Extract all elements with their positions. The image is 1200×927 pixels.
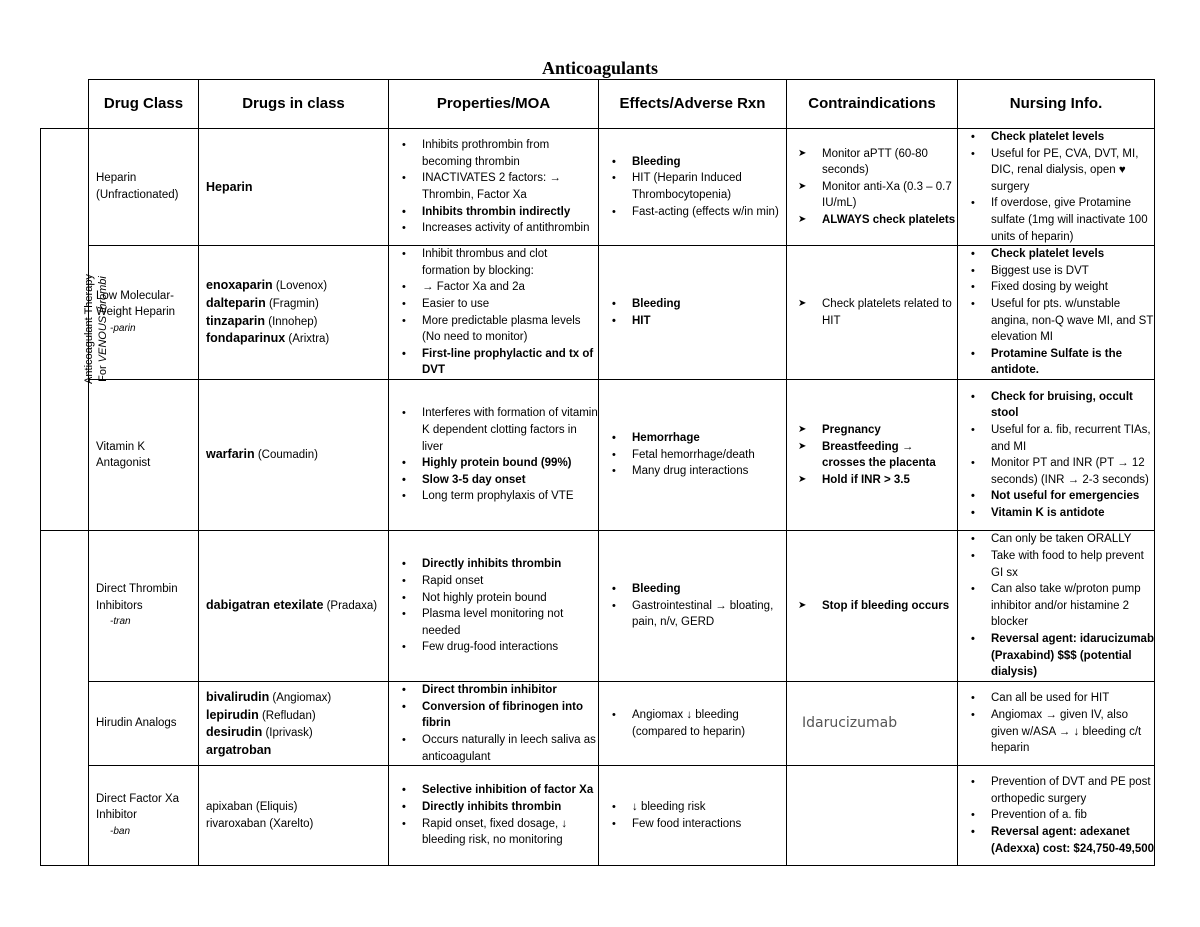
- anticoagulants-table: [40, 79, 1155, 866]
- list-item: • Reversal agent: adexanet (Adexxa) cost: $24,750-49,500: [965, 824, 1154, 857]
- drug-class-cell: [89, 129, 199, 246]
- drug-suffix: -tran: [110, 616, 131, 628]
- effects-cell: [599, 246, 787, 380]
- drug-class-name: Hirudin Analogs: [96, 717, 177, 730]
- list-item: • Occurs naturally in leech saliva as anticoagulant: [396, 732, 598, 765]
- table-row: [41, 246, 1155, 380]
- drug-suffix: -parin: [110, 322, 136, 334]
- list-item: • First-line prophylactic and tx of DVT: [396, 346, 598, 379]
- list-item: • Useful for pts. w/unstable angina, non-Q wave MI, and ST elevation MI: [965, 296, 1154, 346]
- list-item: • Angiomax → given IV, also given w/ASA → ↓ bleeding c/t heparin: [965, 707, 1154, 757]
- list-item: • HIT: [606, 313, 786, 330]
- drug-class-name: Direct Factor Xa Inhibitor: [96, 792, 180, 822]
- group-label-second: [41, 531, 89, 866]
- group-label-venous: [41, 129, 109, 531]
- list-item: • INACTIVATES 2 factors: → Thrombin, Factor Xa: [396, 170, 598, 203]
- header-properties: Properties/MOA: [389, 80, 599, 129]
- list-item: • Rapid onset: [396, 573, 598, 590]
- drug-suffix: -ban: [110, 825, 131, 837]
- contraindications-cell: [787, 129, 958, 246]
- contraindication-note: Idarucizumab: [802, 714, 898, 731]
- list-item: • Easier to use: [396, 296, 598, 313]
- effects-cell: [599, 682, 787, 766]
- table-row: [41, 682, 1155, 766]
- list-item: • Check for bruising, occult stool: [965, 389, 1154, 422]
- group-label-line1: Anticoagulant Therapy: [82, 273, 95, 384]
- header-drug-class: Drug Class: [89, 80, 199, 129]
- list-item: • → Factor Xa and 2a: [396, 279, 598, 296]
- group-label-line2-emphasis: VENOUS thrombi: [96, 275, 109, 363]
- drug-generic: tinzaparin: [206, 313, 266, 328]
- list-item: • Inhibits thrombin indirectly: [396, 204, 598, 221]
- drug-class-cell: [89, 766, 199, 866]
- list-item: • Selective inhibition of factor Xa: [396, 782, 598, 799]
- list-item: • HIT (Heparin Induced Thrombocytopenia): [606, 170, 786, 203]
- list-item: • Direct thrombin inhibitor: [396, 682, 598, 699]
- drug-class-name: Direct Thrombin Inhibitors: [96, 583, 178, 612]
- list-item: • Can also take w/proton pump inhibitor and/or histamine 2 blocker: [965, 581, 1154, 631]
- list-item: ➤ ALWAYS check platelets: [794, 212, 957, 229]
- contraindications-cell: [787, 531, 958, 682]
- drug-generic: dabigatran etexilate: [206, 598, 324, 613]
- list-item: • More predictable plasma levels (No need to monitor): [396, 313, 598, 346]
- drug-brand: (Innohep): [265, 315, 318, 328]
- list-item: • Check platelet levels: [965, 246, 1154, 263]
- nursing-cell: [958, 766, 1155, 866]
- list-item: • Prevention of DVT and PE post orthopedic surgery: [965, 774, 1154, 807]
- list-item: • Plasma level monitoring not needed: [396, 606, 598, 639]
- header-row: [41, 80, 1155, 129]
- contraindications-cell: [787, 682, 958, 766]
- drug-brand: (Refludan): [258, 709, 316, 722]
- page-title: Anticoagulants: [541, 58, 658, 78]
- list-item: • Can all be used for HIT: [965, 690, 1154, 707]
- list-item: • Biggest use is DVT: [965, 263, 1154, 280]
- drug-brand: (Fragmin): [265, 298, 319, 311]
- drug-brand: (Iprivask): [262, 727, 313, 740]
- list-item: • If overdose, give Protamine sulfate (1mg will inactivate 100 units of heparin): [965, 195, 1154, 245]
- table-row: [41, 766, 1155, 866]
- drug-generic: enoxaparin: [206, 278, 273, 293]
- effects-cell: [599, 129, 787, 246]
- effects-cell: [599, 531, 787, 682]
- nursing-cell: [958, 380, 1155, 531]
- list-item: • Fast-acting (effects w/in min): [606, 204, 786, 221]
- table-row: [41, 380, 1155, 531]
- drugs-cell: [199, 766, 389, 866]
- drug-generic: desirudin: [206, 725, 263, 740]
- list-item: ➤ Pregnancy: [794, 422, 957, 439]
- effects-cell: [599, 380, 787, 531]
- drug-generic: bivalirudin: [206, 689, 270, 704]
- nursing-cell: [958, 246, 1155, 380]
- table-row: [41, 129, 1155, 246]
- drug-class-name: Vitamin K Antagonist: [96, 440, 151, 470]
- properties-cell: [389, 246, 599, 380]
- drug-brand: (Eliquis): [252, 801, 298, 814]
- drugs-cell: [199, 380, 389, 531]
- list-item: • ↓ bleeding risk: [606, 799, 786, 816]
- list-item: ➤ Monitor anti-Xa (0.3 – 0.7 IU/mL): [794, 179, 957, 212]
- list-item: • Bleeding: [606, 154, 786, 171]
- list-item: • Increases activity of antithrombin: [396, 220, 598, 237]
- list-item: • Inhibit thrombus and clot formation by blocking:: [396, 246, 598, 279]
- list-item: ➤ Hold if INR > 3.5: [794, 472, 957, 489]
- list-item: ➤ Check platelets related to HIT: [794, 296, 957, 329]
- list-item: • Slow 3-5 day onset: [396, 472, 598, 489]
- header-contraindications: Contraindications: [787, 80, 958, 129]
- list-item: • Monitor PT and INR (PT → 12 seconds) (INR → 2-3 seconds): [965, 455, 1154, 488]
- list-item: • Long term prophylaxis of VTE: [396, 488, 598, 505]
- list-item: • Angiomax ↓ bleeding (compared to heparin): [606, 707, 786, 740]
- group-label-line2-prefix: For: [96, 362, 109, 382]
- list-item: • Useful for PE, CVA, DVT, MI, DIC, renal dialysis, open ♥ surgery: [965, 146, 1154, 196]
- properties-cell: [389, 129, 599, 246]
- drug-generic: apixaban: [206, 801, 253, 814]
- drug-brand: (Pradaxa): [323, 600, 378, 613]
- properties-cell: [389, 682, 599, 766]
- list-item: • Reversal agent: idarucizumab (Praxabind) $$$ (potential dialysis): [965, 631, 1154, 681]
- list-item: • Many drug interactions: [606, 463, 786, 480]
- corner-cell: [41, 80, 89, 129]
- nursing-cell: [958, 129, 1155, 246]
- list-item: • Bleeding: [606, 581, 786, 598]
- list-item: • Not useful for emergencies: [965, 488, 1154, 505]
- drugs-cell: [199, 246, 389, 380]
- list-item: • Vitamin K is antidote: [965, 505, 1154, 522]
- list-item: • Directly inhibits thrombin: [396, 556, 598, 573]
- list-item: ➤ Stop if bleeding occurs: [794, 598, 957, 615]
- drug-generic: fondaparinux: [206, 331, 286, 346]
- list-item: • Highly protein bound (99%): [396, 455, 598, 472]
- drug-class-name: Low Molecular-Weight Heparin: [96, 289, 176, 319]
- drug-generic: argatroban: [206, 742, 272, 757]
- nursing-cell: [958, 682, 1155, 766]
- header-drugs-in-class: Drugs in class: [199, 80, 389, 129]
- drug-class-cell: [89, 682, 199, 766]
- list-item: • Directly inhibits thrombin: [396, 799, 598, 816]
- drug-class-name: Heparin (Unfractionated): [96, 172, 179, 202]
- header-nursing-info: Nursing Info.: [958, 80, 1155, 129]
- list-item: • Few food interactions: [606, 816, 786, 833]
- list-item: • Useful for a. fib, recurrent TIAs, and MI: [965, 422, 1154, 455]
- drugs-cell: [199, 682, 389, 766]
- list-item: • Few drug-food interactions: [396, 639, 598, 656]
- list-item: • Fetal hemorrhage/death: [606, 447, 786, 464]
- drug-brand: (Angiomax): [269, 691, 332, 704]
- drug-generic: rivaroxaban: [206, 817, 267, 830]
- list-item: • Take with food to help prevent GI sx: [965, 548, 1154, 581]
- drug-brand: (Arixtra): [285, 333, 330, 346]
- nursing-cell: [958, 531, 1155, 682]
- list-item: • Conversion of fibrinogen into fibrin: [396, 699, 598, 732]
- properties-cell: [389, 531, 599, 682]
- list-item: • Check platelet levels: [965, 129, 1154, 146]
- drug-class-cell: [89, 531, 199, 682]
- drugs-cell: [199, 129, 389, 246]
- header-effects: Effects/Adverse Rxn: [599, 80, 787, 129]
- list-item: • Inhibits prothrombin from becoming thrombin: [396, 137, 598, 170]
- properties-cell: [389, 766, 599, 866]
- drugs-cell: [199, 531, 389, 682]
- list-item: • Gastrointestinal → bloating, pain, n/v, GERD: [606, 598, 786, 631]
- list-item: • Hemorrhage: [606, 430, 786, 447]
- list-item: ➤ Breastfeeding → crosses the placenta: [794, 439, 957, 472]
- effects-cell: [599, 766, 787, 866]
- list-item: • Rapid onset, fixed dosage, ↓ bleeding risk, no monitoring: [396, 816, 598, 849]
- list-item: • Protamine Sulfate is the antidote.: [965, 346, 1154, 379]
- list-item: • Can only be taken ORALLY: [965, 531, 1154, 548]
- list-item: • Fixed dosing by weight: [965, 279, 1154, 296]
- drug-generic: dalteparin: [206, 296, 266, 311]
- drug-brand: (Coumadin): [254, 449, 318, 462]
- list-item: • Prevention of a. fib: [965, 807, 1154, 824]
- properties-cell: [389, 380, 599, 531]
- drug-generic: warfarin: [206, 447, 255, 462]
- drug-generic: Heparin: [206, 179, 253, 194]
- contraindications-cell: [787, 766, 958, 866]
- drug-brand: (Xarelto): [266, 817, 314, 830]
- drug-generic: lepirudin: [206, 707, 259, 722]
- list-item: • Interferes with formation of vitamin K dependent clotting factors in liver: [396, 405, 598, 455]
- contraindications-cell: [787, 246, 958, 380]
- list-item: • Not highly protein bound: [396, 590, 598, 607]
- table-row: [41, 531, 1155, 682]
- list-item: ➤ Monitor aPTT (60-80 seconds): [794, 146, 957, 179]
- drug-brand: (Lovenox): [272, 280, 328, 293]
- contraindications-cell: [787, 380, 958, 531]
- drug-class-cell: [89, 380, 199, 531]
- list-item: • Bleeding: [606, 296, 786, 313]
